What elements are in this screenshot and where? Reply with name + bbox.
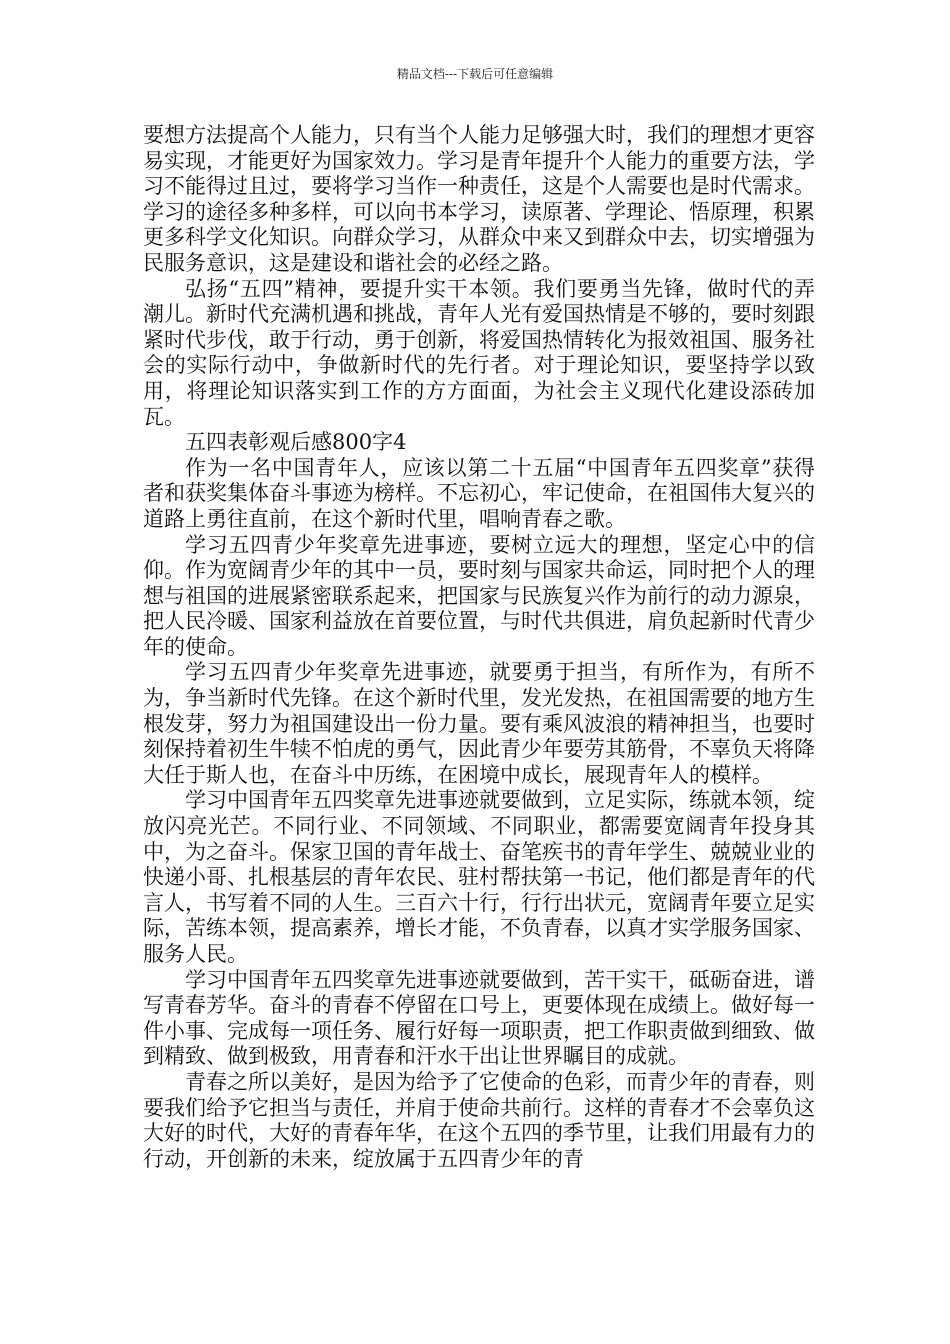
paragraph-3: 作为一名中国青年人，应该以第二十五届“中国青年五四奖章”获得者和获奖集体奋斗事迹为榜样。不忘初心，牢记使命，在祖国伟大复兴的道路上勇往直前，在这个新时代里，唱响青春之歌。 (143, 455, 815, 531)
paragraph-1: 要想方法提高个人能力，只有当个人能力足够强大时，我们的理想才更容易实现，才能更好为国家效力。学习是青年提升个人能力的重要方法，学习不能得过且过，要将学习当作一种责任，这是个人需要也是时代需求。学习的途径多种多样，可以向书本学习，读原著、学理论、悟原理，积累更多科学文化知识。向群众学习，从群众中来又到群众中去，切实增强为民服务意识，这是建设和谐社会的必经之路。 (143, 123, 815, 275)
paragraph-6: 学习中国青年五四奖章先进事迹就要做到，立足实际，练就本领，绽放闪亮光芒。不同行业、不同领域、不同职业，都需要宽阔青年投身其中，为之奋斗。保家卫国的青年战士、奋笔疾书的青年学生、兢兢业业的快递小哥、扎根基层的青年农民、驻村帮扶第一书记，他们都是青年的代言人，书写着不同的人生。三百六十行，行行出状元，宽阔青年要立足实际，苦练本领，提高素养，增长才能，不负青春，以真才实学服务国家、服务人民。 (143, 788, 815, 966)
paragraph-2: 弘扬“五四”精神，要提升实干本领。我们要勇当先锋，做时代的弄潮儿。新时代充满机遇和挑战，青年人光有爱国热情是不够的，要时刻跟紧时代步伐，敢于行动，勇于创新，将爱国热情转化为报效祖国、服务社会的实际行动中，争做新时代的先行者。对于理论知识，要坚持学以致用，将理论知识落实到工作的方方面面，为社会主义现代化建设添砖加瓦。 (143, 276, 815, 429)
section-heading: 五四表彰观后感800字4 (185, 430, 407, 455)
paragraph-5: 学习五四青少年奖章先进事迹，就要勇于担当，有所作为，有所不为，争当新时代先锋。在这个新时代里，发光发热，在祖国需要的地方生根发芽，努力为祖国建设出一份力量。要有乘风波浪的精神担当，也要时刻保持着初生牛犊不怕虎的勇气，因此青少年要劳其筋骨，不辜负天将降大任于斯人也，在奋斗中历练，在困境中成长，展现青年人的模样。 (143, 660, 815, 787)
document-body (143, 123, 815, 1172)
page-header: 精品文档---下载后可任意编辑 (396, 67, 554, 81)
paragraph-7: 学习中国青年五四奖章先进事迹就要做到，苦干实干，砥砺奋进，谱写青春芳华。奋斗的青春不停留在口号上，更要体现在成绩上。做好每一件小事、完成每一项任务、履行好每一项职责，把工作职责做到细致、做到精致、做到极致，用青春和汗水干出让世界瞩目的成就。 (143, 967, 815, 1069)
paragraph-8: 青春之所以美好，是因为给予了它使命的色彩，而青少年的青春，则要我们给予它担当与责任，并肩于使命共前行。这样的青春才不会辜负这大好的时代，大好的青春年华，在这个五四的季节里，让我们用最有力的行动，开创新的未来，绽放属于五四青少年的青 (143, 1069, 815, 1171)
paragraph-4: 学习五四青少年奖章先进事迹，要树立远大的理想，坚定心中的信仰。作为宽阔青少年的其中一员，要时刻与国家共命运，同时把个人的理想与祖国的进展紧密联系起来，把国家与民族复兴作为前行的动力源泉，把人民冷暖、国家利益放在首要位置，与时代共俱进，肩负起新时代青少年的使命。 (143, 532, 815, 659)
